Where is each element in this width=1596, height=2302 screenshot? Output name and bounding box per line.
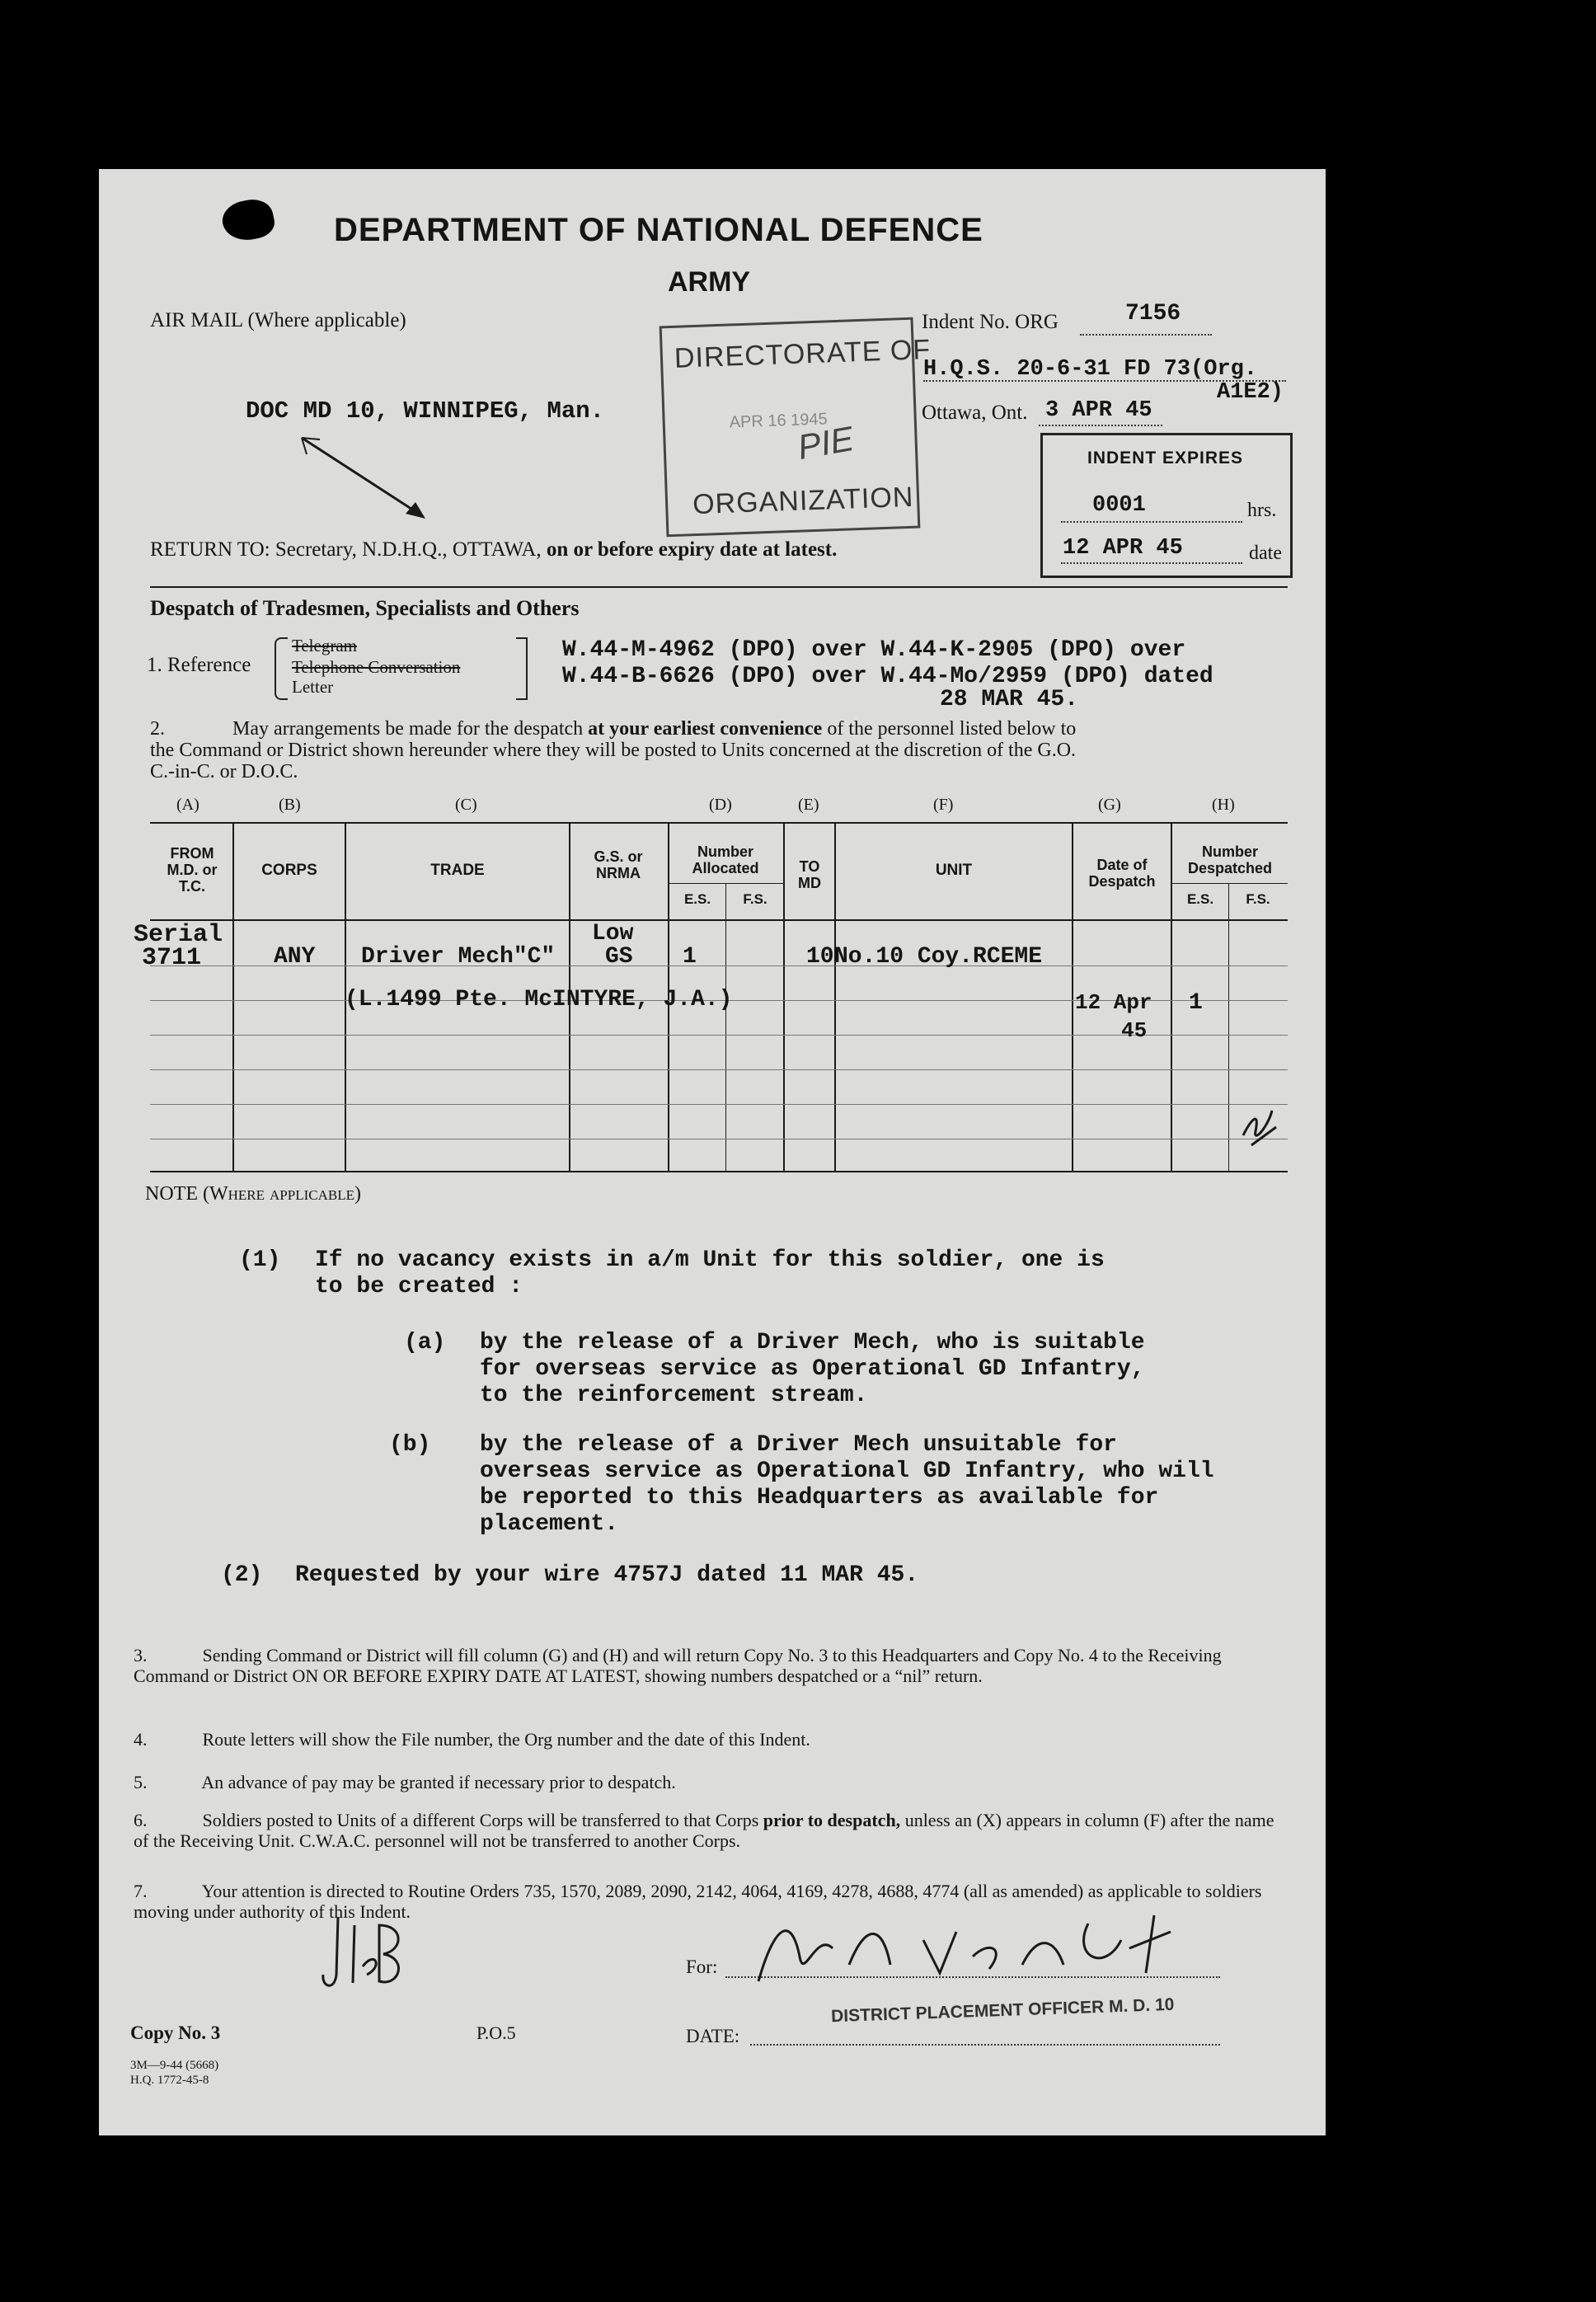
row1-corps: ANY [274, 944, 316, 970]
initials-mark [313, 1909, 412, 1999]
expiry-time-unit: hrs. [1247, 500, 1277, 521]
reference-brace [275, 637, 288, 700]
expiry-time: 0001 [1092, 493, 1146, 518]
indent-number-label: Indent No. ORG [922, 311, 1059, 333]
header-allocated: Number Allocated [692, 843, 759, 876]
despatch-heading: Despatch of Tradesmen, Specialists and Others [150, 596, 580, 620]
reference-line-1: W.44-M-4962 (DPO) over W.44-K-2905 (DPO) over [562, 637, 1186, 663]
para2-text-a: May arrangements be made for the despatch [232, 718, 584, 740]
indent-number-value: 7156 [1125, 301, 1181, 327]
para7-number: 7. [134, 1881, 148, 1901]
column-letter-g: (G) [1098, 796, 1121, 814]
print-code-1: 3M—9-44 (5668) [130, 2059, 219, 2072]
note-b-line-4: placement. [480, 1511, 619, 1537]
reference-line-2: W.44-B-6626 (DPO) over W.44-Mo/2959 (DPO) dated [562, 664, 1213, 689]
paragraph-2 [150, 718, 1076, 782]
note-a-line-1: by the release of a Driver Mech, who is suitable [480, 1330, 1145, 1355]
para2-line-2: the Command or District shown hereunder where they will be posted to Units concerned at the discretion of the G.O. [150, 740, 1077, 761]
hq-reference: H.Q.S. 20-6-31 FD 73(Org. [923, 357, 1258, 382]
row1-from-number: 3711 [142, 944, 202, 972]
header-to-md: TO MD [798, 858, 821, 891]
header-alloc-fs: F.S. [743, 891, 767, 907]
header-date-despatch: Date of Despatch [1088, 857, 1156, 890]
note-label-text: NOTE (Where applicable) [145, 1183, 361, 1205]
expiry-date: 12 APR 45 [1063, 536, 1183, 561]
header-trade: TRADE [430, 862, 485, 879]
note-a-number: (a) [404, 1330, 446, 1355]
paragraph-4 [134, 1729, 810, 1750]
para3-number: 3. [134, 1645, 148, 1665]
header-desp-fs: F.S. [1246, 891, 1270, 907]
signature [742, 1907, 1204, 1998]
reference-label: 1. Reference [147, 654, 251, 676]
return-to [150, 538, 837, 561]
note-b-line-3: be reported to this Headquarters as available for [480, 1485, 1159, 1510]
note-1-line-2: to be created : [315, 1274, 523, 1299]
print-code-2: H.Q. 1772-45-8 [130, 2074, 209, 2087]
header-unit: UNIT [935, 862, 973, 879]
header-from: FROM M.D. or T.C. [167, 845, 218, 895]
return-to-text: RETURN TO: Secretary, N.D.H.Q., OTTAWA, [150, 538, 542, 561]
row1-from-serial: Serial [134, 921, 223, 949]
column-letter-f: (F) [933, 796, 954, 814]
header-corps: CORPS [261, 862, 317, 879]
para6-bold: prior to despatch, [763, 1810, 901, 1830]
arrow-mark [295, 431, 435, 530]
hq-reference-suffix: A1E2) [1217, 380, 1284, 405]
torn-corner-mark [219, 195, 278, 245]
copy-number: Copy No. 3 [130, 2022, 221, 2043]
row2-date-a: 12 Apr [1075, 990, 1152, 1015]
row2-desp-es: 1 [1189, 990, 1203, 1016]
note-1-number: (1) [239, 1247, 281, 1273]
para5-text: An advance of pay may be granted if necessary prior to despatch. [201, 1772, 676, 1792]
paragraph-6 [134, 1810, 1288, 1851]
note-1-line-1: If no vacancy exists in a/m Unit for this soldier, one is [315, 1247, 1105, 1273]
para6-text-a: Soldiers posted to Units of a different Corps will be transferred to that Corps [202, 1810, 759, 1830]
para5-number: 5. [134, 1772, 148, 1792]
para7-text: Your attention is directed to Routine Orders 735, 1570, 2089, 2090, 2142, 4064, 4169, 4278, 4688, 4774 (all as amended) as applicable to soldiers moving under authority of this Indent. [134, 1881, 1262, 1922]
header-despatched: Number Despatched [1187, 843, 1273, 876]
column-letter-b: (B) [279, 796, 301, 814]
para2-text-b: of the personnel listed below to [827, 718, 1077, 740]
stamp-directorate: DIRECTORATE OF [674, 333, 932, 374]
date-label: DATE: [686, 2026, 740, 2046]
reference-bracket [516, 637, 528, 700]
paragraph-5 [134, 1772, 676, 1793]
note-b-line-1: by the release of a Driver Mech unsuitable for [480, 1432, 1117, 1458]
dpo-stamp: DISTRICT PLACEMENT OFFICER M. D. 10 [830, 1994, 1175, 2027]
note-a-line-2: for overseas service as Operational GD Infantry, [480, 1356, 1145, 1382]
para2-number: 2. [150, 718, 165, 740]
expiry-date-unit: date [1249, 543, 1282, 564]
ottawa-date: 3 APR 45 [1045, 398, 1152, 423]
paragraph-3 [134, 1645, 1288, 1686]
column-letter-h: (H) [1212, 796, 1235, 814]
note-2-text: Requested by your wire 4757J dated 11 MAR 45. [295, 1562, 919, 1588]
note-b-line-2: overseas service as Operational GD Infantry, who will [480, 1459, 1214, 1484]
note-label [145, 1183, 361, 1205]
stamp-organization: ORGANIZATION [692, 481, 914, 521]
reference-option-telephone: Telephone Conversation [292, 657, 461, 677]
addressee: DOC MD 10, WINNIPEG, Man. [246, 397, 605, 425]
row1-alloc-es: 1 [683, 944, 697, 970]
directorate-stamp [660, 317, 932, 538]
ottawa-label: Ottawa, Ont. [922, 402, 1028, 424]
header-alloc-es: E.S. [683, 891, 711, 907]
row2-name: (L.1499 Pte. McINTYRE, J.A.) [345, 987, 733, 1012]
reference-line-3: 28 MAR 45. [940, 687, 1079, 712]
stamp-date: APR 16 1945 [729, 410, 829, 432]
note-b-number: (b) [389, 1432, 431, 1458]
for-label: For: [686, 1957, 718, 1977]
para2-bold: at your earliest convenience [588, 718, 823, 740]
indent-expires-title: INDENT EXPIRES [1087, 449, 1244, 467]
header-desp-es: E.S. [1186, 891, 1214, 907]
para6-text-b: unless an (X) appears in column (F) after the name of the Receiving Unit. C.W.A.C. personnel will not be transferred to another Corps. [134, 1810, 1274, 1851]
indent-form-page [99, 169, 1326, 2135]
row1-trade: Driver Mech"C" [361, 944, 556, 970]
branch-title: ARMY [668, 266, 751, 298]
return-to-deadline: on or before expiry date at latest. [546, 538, 838, 561]
reference-option-letter: Letter [292, 677, 334, 697]
row2-date-b: 45 [1121, 1018, 1148, 1043]
indent-expires-box [1040, 433, 1293, 578]
para4-text: Route letters will show the File number, the Org number and the date of this Indent. [202, 1729, 810, 1750]
form-code: P.O.5 [476, 2022, 516, 2043]
column-letter-e: (E) [798, 796, 819, 814]
row1-gs: GS [605, 944, 633, 970]
para2-line-3: C.-in-C. or D.O.C. [150, 761, 298, 782]
column-letter-d: (D) [709, 796, 732, 814]
para3-text: Sending Command or District will fill column (G) and (H) and will return Copy No. 3 to this Headquarters and Copy No. 4 to the Receiving Command or District ON OR BEFORE EXPIRY DATE AT LATEST, showing numbers despatched or a “nil” return. [134, 1645, 1222, 1686]
department-title: DEPARTMENT OF NATIONAL DEFENCE [334, 212, 983, 248]
column-letter-a: (A) [176, 796, 200, 814]
para6-number: 6. [134, 1810, 148, 1830]
header-gs: G.S. or NRMA [594, 848, 643, 881]
reference-option-telegram: Telegram [292, 636, 357, 655]
stamp-initials: PIE [795, 418, 857, 467]
para4-number: 4. [134, 1729, 148, 1750]
column-letter-c: (C) [455, 796, 477, 814]
row1-gs-low: Low [592, 921, 634, 947]
note-2-number: (2) [221, 1562, 263, 1588]
note-a-line-3: to the reinforcement stream. [480, 1383, 868, 1408]
checkmark-initial [1235, 1094, 1284, 1160]
air-mail-label: AIR MAIL (Where applicable) [150, 309, 406, 331]
row1-unit: No.10 Coy.RCEME [834, 944, 1043, 970]
row1-to-md: 10 [806, 944, 834, 970]
